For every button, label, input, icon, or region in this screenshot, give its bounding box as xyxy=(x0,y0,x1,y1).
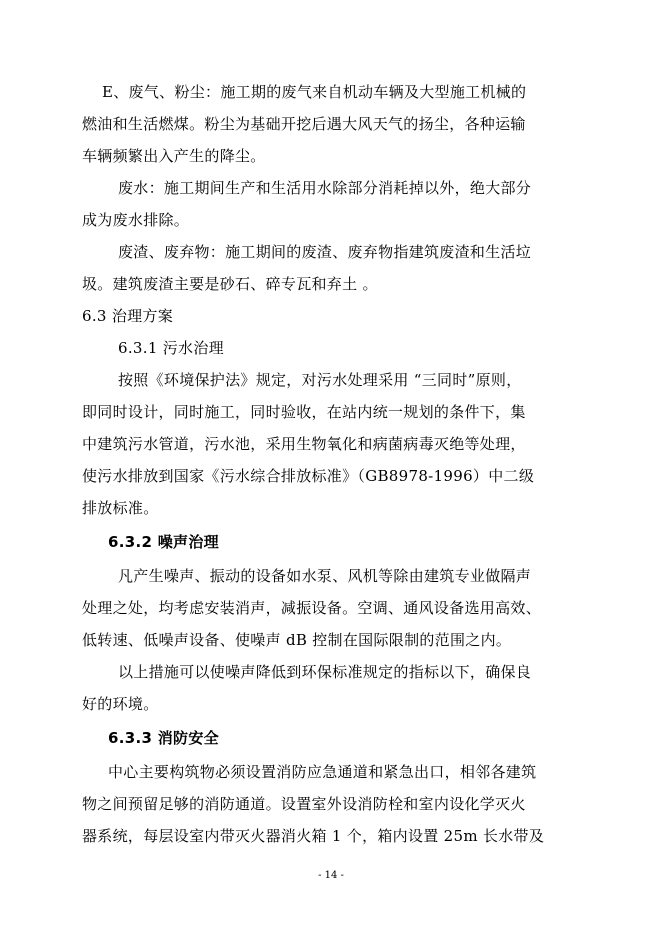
paragraph-sewage-line-3: 中建筑污水管道，污水池，采用生物氧化和病菌病毒灭绝等处理， xyxy=(82,435,526,453)
paragraph-sewage-line-5: 排放标准。 xyxy=(82,499,159,517)
paragraph-exhaust-line-3: 车辆频繁出入产生的降尘。 xyxy=(82,147,266,165)
paragraph-sewage-line-1: 按照《环境保护法》规定，对污水处理采用 “三同时”原则， xyxy=(118,371,522,389)
paragraph-noise-line-3: 低转速、低噪声设备、使噪声 dB 控制在国际限制的范围之内。 xyxy=(82,631,512,649)
paragraph-exhaust-line-2: 燃油和生活燃煤。粉尘为基础开挖后遇大风天气的扬尘，各种运输 xyxy=(82,115,526,133)
subsection-heading-6-3-1: 6.3.1 污水治理 xyxy=(118,339,224,357)
paragraph-sewage-line-2: 即同时设计，同时施工，同时验收，在站内统一规划的条件下，集 xyxy=(82,403,526,421)
paragraph-noise-line-2: 处理之处，均考虑安装消声，减振设备。空调、通风设备选用高效、 xyxy=(82,599,542,617)
paragraph-noise-line-1: 凡产生噪声、振动的设备如水泵、风机等除由建筑专业做隔声 xyxy=(118,567,532,585)
subsection-heading-6-3-3: 6.3.3 消防安全 xyxy=(108,729,219,747)
paragraph-sewage-line-4: 使污水排放到国家《污水综合排放标准》（GB8978-1996）中二级 xyxy=(82,467,535,485)
paragraph-measures-line-1: 以上措施可以使噪声降低到环保标准规定的指标以下，确保良 xyxy=(118,663,532,681)
paragraph-measures-line-2: 好的环境。 xyxy=(82,695,159,713)
page-number: - 14 - xyxy=(318,870,344,881)
paragraph-exhaust-line-1: E、废气、粉尘：施工期的废气来自机动车辆及大型施工机械的 xyxy=(102,83,527,101)
paragraph-wastewater-line-1: 废水：施工期间生产和生活用水除部分消耗掉以外，绝大部分 xyxy=(118,179,532,197)
paragraph-waste-line-2: 圾。建筑废渣主要是砂石、碎专瓦和弃土 。 xyxy=(82,275,378,293)
paragraph-fire-line-3: 器系统，每层设室内带灭火器消火箱 1 个，箱内设置 25m 长水带及 xyxy=(82,827,545,845)
paragraph-wastewater-line-2: 成为废水排除。 xyxy=(82,211,190,229)
paragraph-fire-line-1: 中心主要构筑物必须设置消防应急通道和紧急出口，相邻各建筑 xyxy=(108,763,537,781)
subsection-heading-6-3-2: 6.3.2 噪声治理 xyxy=(108,533,219,551)
paragraph-waste-line-1: 废渣、废弃物：施工期间的废渣、废弃物指建筑废渣和生活垃 xyxy=(118,243,532,261)
paragraph-fire-line-2: 物之间预留足够的消防通道。设置室外设消防栓和室内设化学灭火 xyxy=(82,795,526,813)
section-heading-6-3: 6.3 治理方案 xyxy=(82,307,174,325)
